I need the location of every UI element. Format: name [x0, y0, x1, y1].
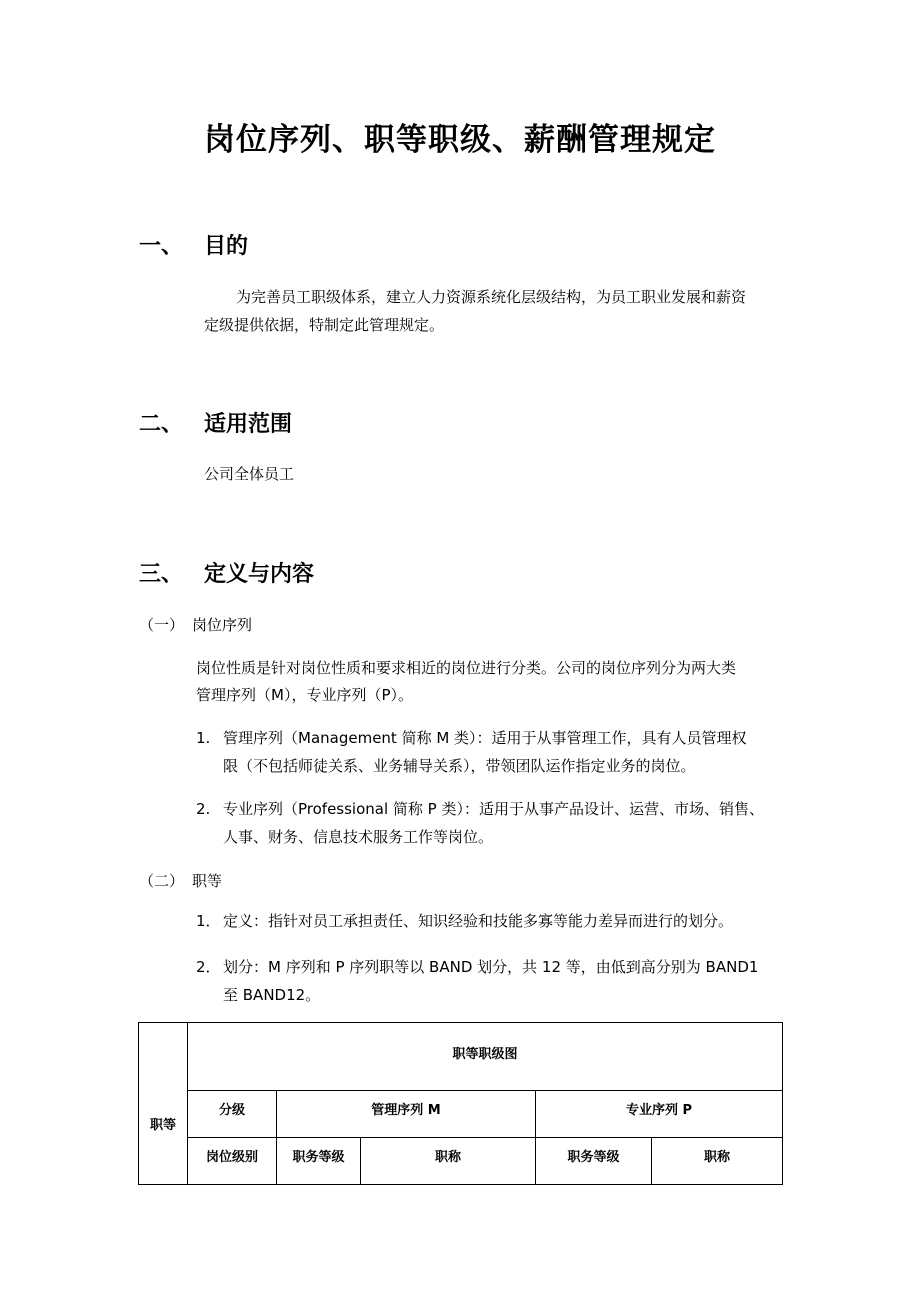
management-duty-grade-header: 职务等级 — [277, 1138, 361, 1185]
section-title: 定义与内容 — [204, 562, 315, 587]
subsection-number: （一） — [139, 616, 185, 634]
level-label-cell: 分级 — [188, 1091, 277, 1138]
subsection-number: （二） — [139, 872, 185, 890]
table-title: 职等职级图 — [188, 1023, 783, 1091]
rank-division-line2: 至 BAND12。 — [223, 986, 321, 1004]
section-heading-purpose — [139, 229, 439, 259]
purpose-text-line1: 为完善员工职级体系，建立人力资源系统化层级结构，为员工职业发展和薪资 — [236, 288, 747, 306]
list-number: 1. — [196, 729, 211, 747]
rank-level-table — [138, 1022, 783, 1185]
sequence-text-line1: 岗位性质是针对岗位性质和要求相近的岗位进行分类。公司的岗位序列分为两大类 — [196, 659, 737, 677]
subsection-label: 岗位序列 — [192, 616, 253, 634]
rank-header-cell: 职等 — [139, 1023, 188, 1185]
scope-text: 公司全体员工 — [204, 465, 295, 483]
subsection-heading-rank — [139, 870, 222, 891]
rank-division-line1: 划分：M 序列和 P 序列职等以 BAND 划分，共 12 等，由低到高分别为 BAND1 — [223, 958, 759, 976]
management-sequence-line2: 限（不包括师徒关系、业务辅导关系），带领团队运作指定业务的岗位。 — [223, 757, 696, 775]
section-number: 三、 — [139, 562, 184, 587]
purpose-text-line2: 定级提供依据，特制定此管理规定。 — [204, 316, 445, 334]
subsection-heading-sequence — [139, 614, 252, 635]
management-sequence-line1: 管理序列（Management 简称 M 类）：适用于从事管理工作，具有人员管理权 — [223, 729, 747, 747]
professional-sequence-line2: 人事、财务、信息技术服务工作等岗位。 — [223, 828, 494, 846]
section-title: 目的 — [204, 234, 249, 259]
professional-duty-grade-header: 职务等级 — [536, 1138, 652, 1185]
section-number: 二、 — [139, 412, 184, 437]
management-series-header: 管理序列 M — [277, 1091, 536, 1138]
professional-sequence-line1: 专业序列（Professional 简称 P 类）：适用于从事产品设计、运营、市场、销售、 — [223, 800, 764, 818]
rank-definition-text: 定义：指针对员工承担责任、知识经验和技能多寡等能力差异而进行的划分。 — [223, 912, 734, 930]
sequence-text-line2: 管理序列（M），专业序列（P）。 — [196, 686, 413, 704]
position-level-cell: 岗位级别 — [188, 1138, 277, 1185]
section-heading-scope — [139, 407, 439, 437]
subsection-label: 职等 — [192, 872, 223, 890]
list-number: 2． — [196, 958, 221, 976]
professional-series-header: 专业序列 P — [536, 1091, 783, 1138]
section-title: 适用范围 — [204, 412, 293, 437]
section-number: 一、 — [139, 234, 184, 259]
list-number: 2. — [196, 800, 211, 818]
document-title: 岗位序列、职等职级、薪酬管理规定 — [204, 122, 716, 158]
professional-title-header: 职称 — [652, 1138, 783, 1185]
management-title-header: 职称 — [361, 1138, 536, 1185]
list-number: 1． — [196, 912, 221, 930]
section-heading-definition — [139, 557, 439, 587]
